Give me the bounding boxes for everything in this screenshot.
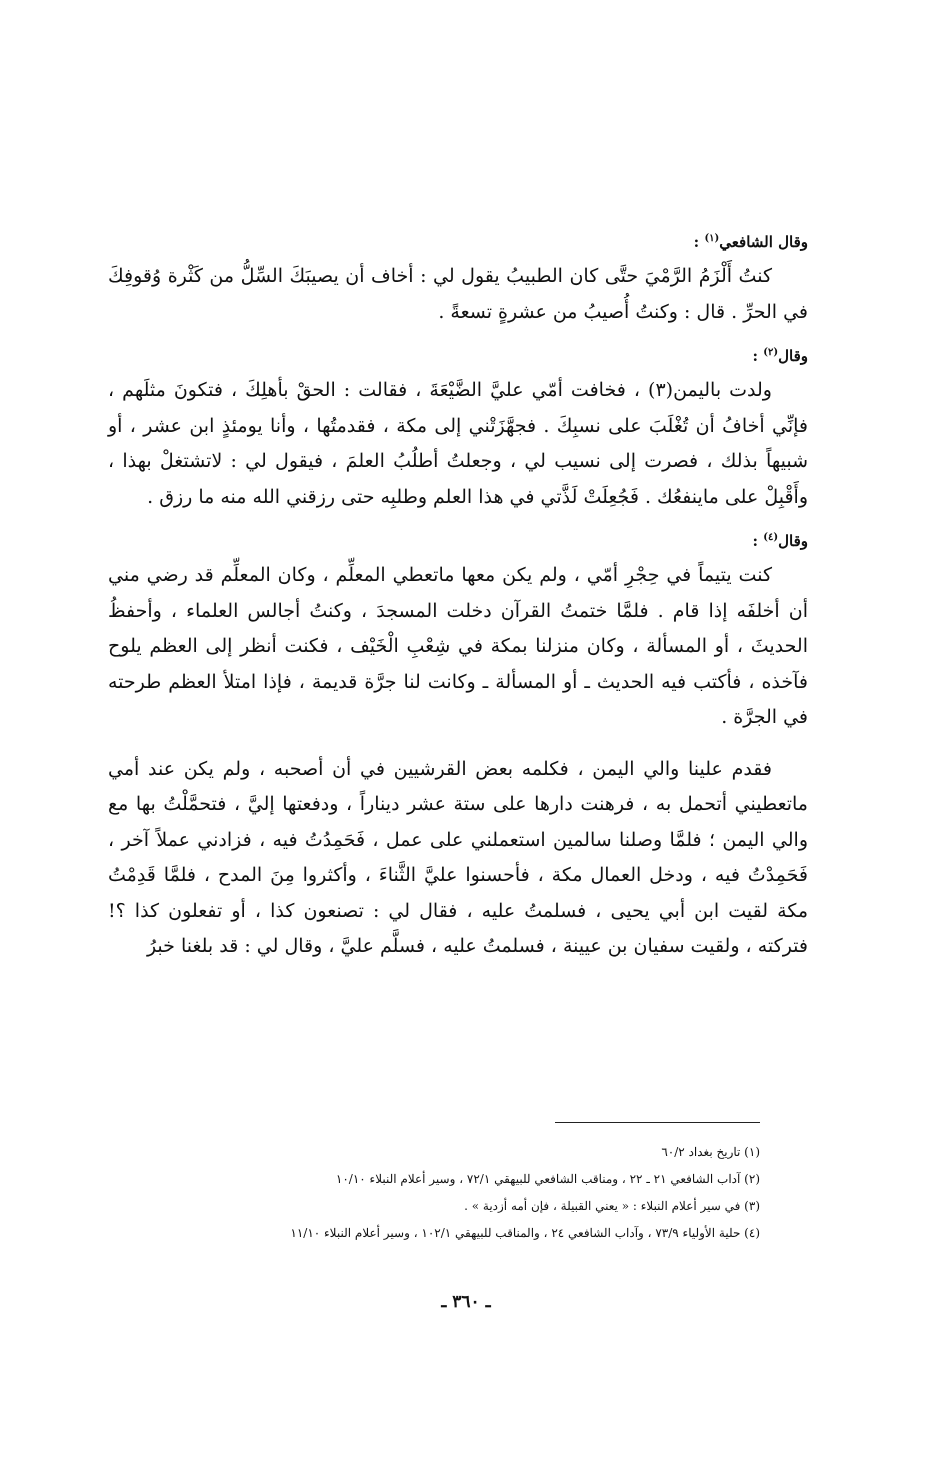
page-number: ـ ٣٦٠ ـ: [441, 1292, 491, 1312]
footnote-ref-2: (٢): [763, 347, 779, 358]
footnote-2: (٢) آداب الشافعي ٢١ ـ ٢٢ ، ومناقب الشافعي للبيهقي ٧٢/١ ، وسير أعلام النبلاء ١٠/١٠: [335, 1172, 760, 1186]
main-text: [108, 222, 808, 965]
section-heading-3: وقال$^{(٤)}$ :: [752, 532, 808, 550]
footnote-1: (١) تاريخ بغداد ٦٠/٢: [661, 1145, 760, 1159]
paragraph-3: كنت يتيماً في حِجْرِ أمّي ، ولم يكن معها ماتعطي المعلِّم ، وكان المعلِّم قد رضي مني أن أخلفَه إذا قام . فلمَّا ختمتُ القرآن دخلت المسجدَ ، وكنتُ أجالس العلماء ، وأحفظُ الحديثَ ، أو المسألة ، وكان منزلنا بمكة في شِعْبِ الْخَيْف ، فكنت أنظر إلى العظم يلوح فآخذه ، فأكتب فيه الحديث ـ أو المسألة ـ وكانت لنا جرَّة قديمة ، فإذا امتلأ العظم طرحته في الجرَّة .: [108, 564, 808, 728]
section-heading-2: وقال$^{(٢)}$ :: [752, 347, 808, 365]
paragraph-4: فقدم علينا والي اليمن ، فكلمه بعض القرشيين في أن أصحبه ، ولم يكن عند أمي ماتعطيني أتحمل به ، فرهنت دارها على ستة عشر ديناراً ، ودفعتها إليَّ ، فتحمَّلْتُ بها مع والي اليمن ؛ فلمَّا وصلنا سالمين استعملني على عمل ، فَحَمِدُتُ فيه ، فزادني عملاً آخر ، فَحَمِدْتُ فيه ، ودخل العمال مكة ، فأحسنوا عليَّ الثَّناءَ ، وأكثروا مِنَ المدح ، فلمَّا قَدِمْتُ مكة لقيت ابن أبي يحيى ، فسلمتُ عليه ، فقال لي : تصنعون كذا ، أو تفعلون كذا ؟! فتركته ، ولقيت سفيان بن عيينة ، فسلمتُ عليه ، فسلَّم عليَّ ، وقال لي : قد بلغنا خبرُ: [108, 757, 808, 957]
paragraph-2: ولدت باليمن(٣) ، فخافت أمّي عليَّ الضَّيْعَةَ ، فقالت : الحقْ بأهلِكَ ، فتكونَ مثلَهم ، فإنِّي أخافُ أن تُغْلَبَ على نسبِكَ . فجهَّزَتْني إلى مكة ، فقدمتُها ، وأنا يومئذٍ ابن عشر ، أو شبيهاً بذلك ، فصرت إلى نسيب لي ، وجعلتُ أطلُبُ العلمَ ، فيقول لي : لاتشتغلْ بهذا ، وأَقْبِلْ على ماينفعُك . فَجُعِلَتْ لَذَّتي في هذا العلم وطلبِه حتى رزقني الله منه ما رزق .: [108, 379, 808, 508]
footnote-ref-1: (١): [704, 233, 720, 244]
footnote-divider: [555, 1122, 760, 1123]
footnote-ref-4: (٤): [763, 532, 779, 543]
paragraph-1: كنتُ أَلْزَمُ الرَّمْيَ حتَّى كان الطبيبُ يقول لي : أخاف أن يصيبَكَ السِّلُّ من كَثْرة وُقوفِكَ في الحرِّ . قال : وكنتُ أُصيبُ من عشرةٍ تسعةً .: [108, 265, 808, 323]
footnote-3: (٣) في سير أعلام النبلاء : « يعني القبيلة ، فإن أمه أزدية » .: [464, 1199, 760, 1213]
footnote-4: (٤) حلية الأولياء ٧٣/٩ ، وآداب الشافعي ٢٤ ، والمناقب للبيهقي ١٠٢/١ ، وسير أعلام النبلاء ١١/١٠: [290, 1226, 760, 1240]
section-heading-1: وقال الشافعي$^{(١)}$ :: [693, 233, 808, 251]
footnotes: [180, 1122, 760, 1247]
